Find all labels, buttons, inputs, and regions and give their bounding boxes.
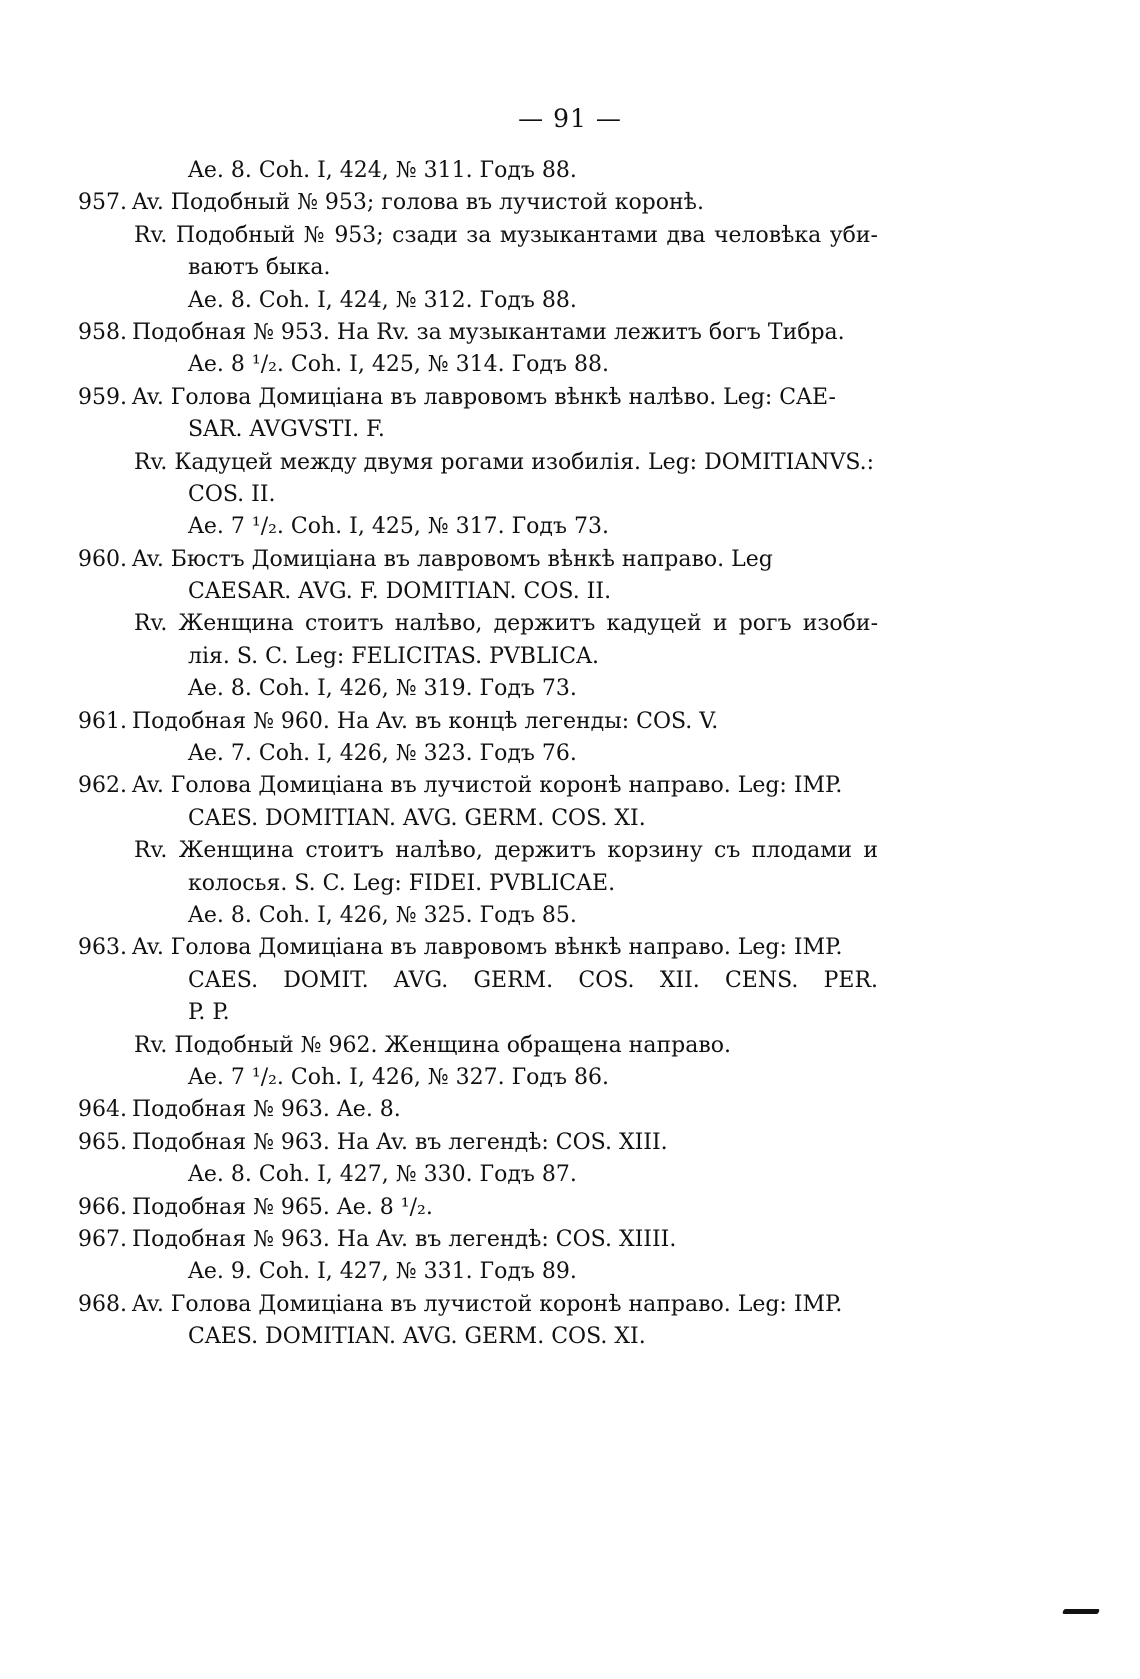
line-text: CAES. DOMIT. AVG. GERM. COS. XII. CENS. PER. bbox=[188, 967, 878, 993]
catalog-line: лія. S. C. Leg: FELICITAS. PVBLICA. bbox=[188, 643, 599, 669]
catalog-entry-960 bbox=[78, 544, 878, 576]
catalog-line: Ae. 8 ¹/₂. Coh. I, 425, № 314. Годъ 88. bbox=[188, 352, 609, 378]
catalog-line: Rv. Подобный № 962. Женщина обращена направо. bbox=[134, 1032, 731, 1058]
entry-text: Av. Подобный № 953; голова въ лучистой коронѣ. bbox=[132, 190, 704, 216]
catalog-line: COS. II. bbox=[188, 481, 276, 507]
catalog-line: ваютъ быка. bbox=[188, 255, 331, 281]
entry-number: 957. bbox=[78, 190, 127, 216]
catalog-line: колосья. S. C. Leg: FIDEI. PVBLICAE. bbox=[188, 870, 616, 896]
catalog-line: CAES. DOMITIAN. AVG. GERM. COS. XI. bbox=[188, 1324, 646, 1350]
coin-catalog bbox=[78, 155, 878, 1353]
page-number: — 91 — bbox=[518, 104, 622, 133]
entry-number: 961. bbox=[78, 708, 127, 734]
entry-text: Av. Голова Домиціана въ лавровомъ вѣнкѣ налѣво. Leg: CAE- bbox=[132, 384, 836, 410]
entry-text: Подобная № 963. На Av. въ легендѣ: COS. XIII. bbox=[132, 1129, 668, 1155]
entry-number: 958. bbox=[78, 319, 127, 345]
catalog-entry-959 bbox=[78, 382, 878, 414]
catalog-entry-966 bbox=[78, 1192, 878, 1224]
entry-text: Av. Голова Домиціана въ лучистой коронѣ направо. Leg: IMP. bbox=[132, 1291, 843, 1317]
line-text: Rv. Подобный № 953; сзади за музыкантами два человѣка уби- bbox=[134, 222, 878, 248]
catalog-entry-958 bbox=[78, 317, 878, 349]
entry-number: 964. bbox=[78, 1097, 127, 1123]
catalog-line: Ae. 7. Coh. I, 426, № 323. Годъ 76. bbox=[188, 741, 577, 767]
entry-number: 968. bbox=[78, 1291, 127, 1317]
catalog-entry-962 bbox=[78, 770, 878, 802]
catalog-entry-957 bbox=[78, 187, 878, 219]
catalog-line bbox=[78, 965, 878, 997]
catalog-line: CAES. DOMITIAN. AVG. GERM. COS. XI. bbox=[188, 805, 646, 831]
catalog-line: Ae. 8. Coh. I, 426, № 325. Годъ 85. bbox=[188, 902, 577, 928]
entry-number: 963. bbox=[78, 935, 127, 961]
entry-number: 959. bbox=[78, 384, 127, 410]
entry-text: Av. Голова Домиціана въ лучистой коронѣ направо. Leg: IMP. bbox=[132, 773, 843, 799]
catalog-line: CAESAR. AVG. F. DOMITIAN. COS. II. bbox=[188, 579, 612, 605]
catalog-entry-963 bbox=[78, 932, 878, 964]
entry-text: Av. Голова Домиціана въ лавровомъ вѣнкѣ направо. Leg: IMP. bbox=[132, 935, 843, 961]
catalog-line: Ae. 8. Coh. I, 427, № 330. Годъ 87. bbox=[188, 1162, 577, 1188]
catalog-line: Ae. 7 ¹/₂. Coh. I, 426, № 327. Годъ 86. bbox=[188, 1064, 609, 1090]
catalog-line bbox=[78, 608, 878, 640]
entry-text: Подобная № 963. Ae. 8. bbox=[132, 1097, 401, 1123]
entry-number: 966. bbox=[78, 1194, 127, 1220]
catalog-entry-967 bbox=[78, 1224, 878, 1256]
catalog-line bbox=[78, 220, 878, 252]
catalog-line: Rv. Кадуцей между двумя рогами изобилія. Leg: DOMITIANVS.: bbox=[134, 449, 875, 475]
entry-number: 965. bbox=[78, 1129, 127, 1155]
catalog-entry-961 bbox=[78, 706, 878, 738]
entry-text: Подобная № 963. На Av. въ легендѣ: COS. XIIII. bbox=[132, 1226, 677, 1252]
entry-number: 967. bbox=[78, 1226, 127, 1252]
catalog-entry-964 bbox=[78, 1094, 878, 1126]
catalog-line: P. P. bbox=[188, 1000, 230, 1026]
catalog-line bbox=[78, 835, 878, 867]
entry-number: 960. bbox=[78, 546, 127, 572]
line-text: Rv. Женщина стоитъ налѣво, держитъ корзину съ плодами и bbox=[134, 838, 878, 864]
page-edge-mark bbox=[1062, 1609, 1100, 1614]
catalog-entry-965 bbox=[78, 1127, 878, 1159]
catalog-entry-968 bbox=[78, 1289, 878, 1321]
catalog-line: Ae. 8. Coh. I, 426, № 319. Годъ 73. bbox=[188, 676, 577, 702]
entry-text: Av. Бюстъ Домиціана въ лавровомъ вѣнкѣ направо. Leg bbox=[132, 546, 773, 572]
entry-number: 962. bbox=[78, 773, 127, 799]
catalog-line: Ae. 8. Coh. I, 424, № 311. Годъ 88. bbox=[188, 158, 577, 183]
line-text: Rv. Женщина стоитъ налѣво, держитъ кадуцей и рогъ изоби- bbox=[134, 611, 878, 637]
catalog-line: Ae. 7 ¹/₂. Coh. I, 425, № 317. Годъ 73. bbox=[188, 514, 609, 540]
catalog-line: Ae. 8. Coh. I, 424, № 312. Годъ 88. bbox=[188, 287, 577, 313]
entry-text: Подобная № 965. Ae. 8 ¹/₂. bbox=[132, 1194, 433, 1220]
catalog-line: SAR. AVGVSTI. F. bbox=[188, 417, 385, 443]
entry-text: Подобная № 960. На Av. въ концѣ легенды: COS. V. bbox=[132, 708, 719, 734]
catalog-line: Ae. 9. Coh. I, 427, № 331. Годъ 89. bbox=[188, 1259, 577, 1285]
entry-text: Подобная № 953. На Rv. за музыкантами лежитъ богъ Тибра. bbox=[132, 319, 845, 345]
